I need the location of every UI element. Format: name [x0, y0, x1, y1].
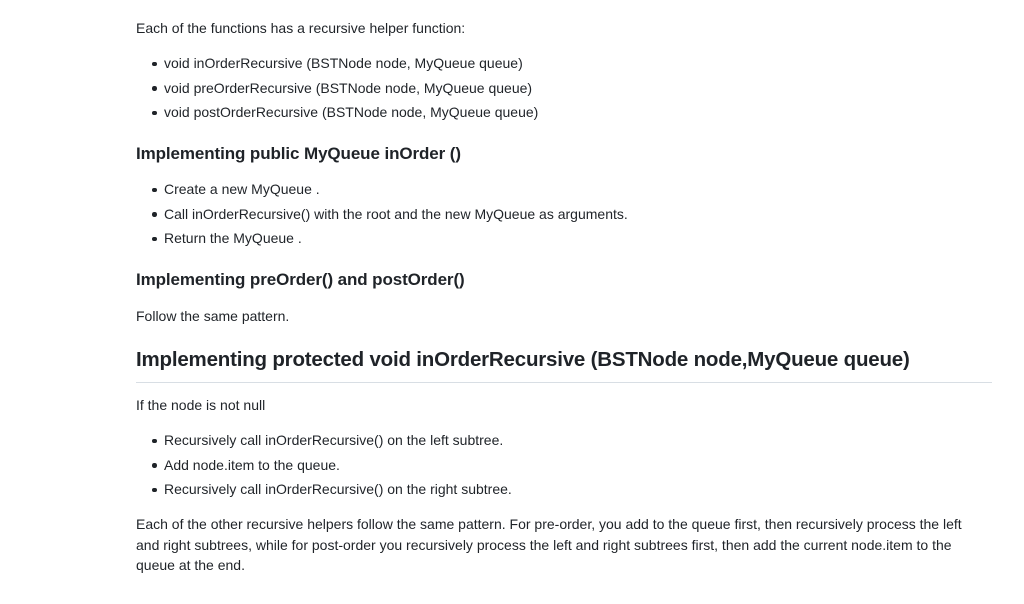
recursive-condition-text: If the node is not null: [136, 397, 266, 413]
section-heading-pre-post: Implementing preOrder() and postOrder(): [136, 270, 465, 289]
list-item: Create a new MyQueue .: [164, 177, 991, 202]
list-item: Return the MyQueue .: [164, 226, 991, 251]
list-item: Recursively call inOrderRecursive() on the left subtree.: [164, 428, 991, 453]
pre-post-text: Follow the same pattern.: [136, 308, 290, 324]
intro-text: Each of the functions has a recursive helper function:: [136, 20, 466, 36]
section-heading-recursive: Implementing protected void inOrderRecursive (BSTNode node,MyQueue queue): [136, 346, 992, 383]
closing-paragraph: Each of the other recursive helpers follow the same pattern. For pre-order, you add to the queue first, then recursively process the left and right subtrees, while for post-order you recursively process the left and right subtrees first, then add the current node.item to the queue at the end.: [136, 516, 962, 573]
inorder-steps-list: [136, 177, 991, 251]
list-item: Recursively call inOrderRecursive() on the right subtree.: [164, 477, 991, 502]
list-item: Add node.item to the queue.: [164, 453, 991, 478]
list-item: void inOrderRecursive (BSTNode node, MyQueue queue): [164, 51, 991, 76]
section-heading-inorder: Implementing public MyQueue inOrder (): [136, 144, 461, 163]
list-item: Call inOrderRecursive() with the root and the new MyQueue as arguments.: [164, 202, 991, 227]
list-item: void postOrderRecursive (BSTNode node, MyQueue queue): [164, 100, 991, 125]
helper-function-list: [136, 51, 991, 125]
list-item: void preOrderRecursive (BSTNode node, MyQueue queue): [164, 76, 991, 101]
recursive-steps-list: [136, 428, 991, 502]
